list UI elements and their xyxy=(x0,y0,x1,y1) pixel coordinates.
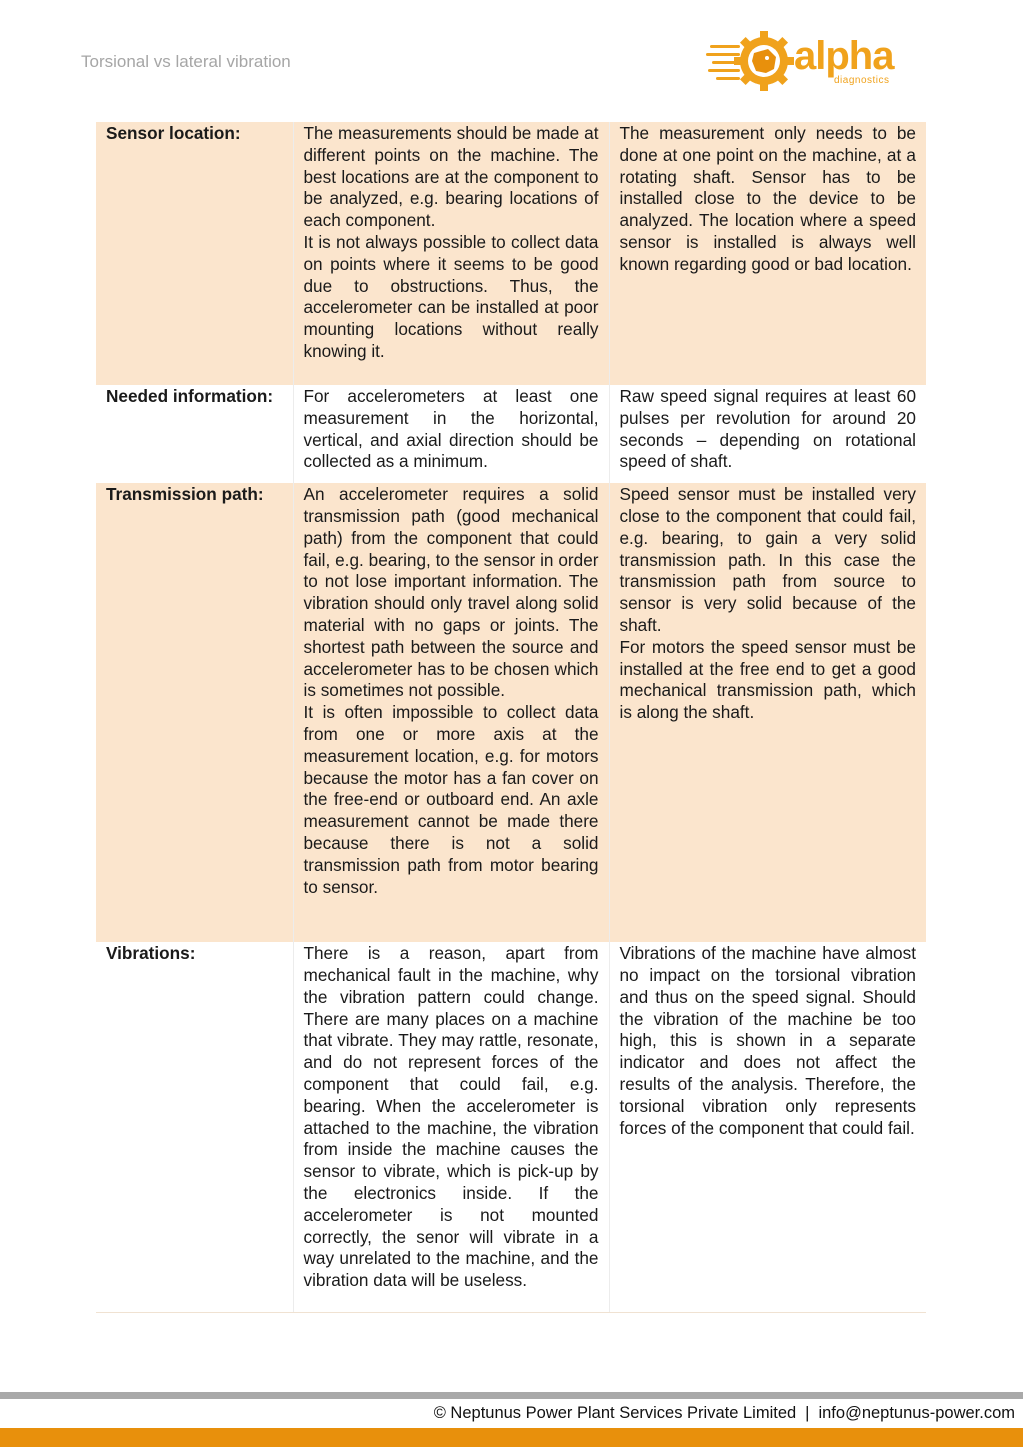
footer-company: © Neptunus Power Plant Services Private Limited xyxy=(433,1404,797,1422)
row-label: Needed information: xyxy=(96,385,293,483)
cell-paragraph: There is a reason, apart from mechanical fault in the machine, why the vibration pattern could change. There are many places on a machine that vibrate. They may rattle, resonate, and do not represent forces of the component that could fail, e.g. bearing. When the accelerometer is attached to the machine, the vibration from inside the machine causes the sensor to vibrate, which is pick-up by the electronics inside. If the accelerometer is not mounted correctly, the senor will vibrate in a way unrelated to the machine, and the vibration data will be useless. xyxy=(303,943,599,1291)
cell-paragraph: It is not always possible to collect data on points where it seems to be good due to obstructions. Thus, the accelerometer can be installed at poor mounting locations without really knowing it. xyxy=(303,231,599,361)
alpha-diagnostics-logo xyxy=(706,28,911,94)
document-title: Torsional vs lateral vibration xyxy=(81,52,291,71)
cell-paragraph: It is often impossible to collect data from one or more axis at the measurement location, e.g. for motors because the motor has a fan cover on the free-end or outboard end. An axle measurement cannot be made there because there is not a solid transmission path from motor bearing to sensor. xyxy=(303,702,599,897)
footer-email[interactable]: info@neptunus-power.com xyxy=(818,1404,1015,1422)
accelerometer-cell xyxy=(293,385,609,483)
footer-separator: | xyxy=(805,1404,810,1422)
footer-orange-bar xyxy=(0,1428,1023,1447)
cell-paragraph: For accelerometers at least one measurement in the horizontal, vertical, and axial direction should be collected as a minimum. xyxy=(303,386,599,472)
cell-paragraph: Raw speed signal requires at least 60 pulses per revolution for around 20 seconds – depending on rotational speed of shaft. xyxy=(619,386,916,472)
accelerometer-cell xyxy=(293,483,609,942)
cell-paragraph: For motors the speed sensor must be installed at the free end to get a good mechanical transmission path, which is along the shaft. xyxy=(619,636,916,723)
row-label: Sensor location: xyxy=(96,122,293,385)
speed-sensor-cell xyxy=(609,122,926,385)
table-row xyxy=(96,385,926,483)
cell-paragraph: The measurement only needs to be done at one point on the machine, at a rotating shaft. Sensor has to be installed close to the device to be analyzed. The location where a speed sensor is installed is always well known regarding good or bad location. xyxy=(619,123,916,274)
speed-sensor-cell xyxy=(609,483,926,942)
row-label: Vibrations: xyxy=(96,942,293,1313)
accelerometer-cell xyxy=(293,122,609,385)
table-row xyxy=(96,483,926,942)
cell-paragraph: Vibrations of the machine have almost no impact on the torsional vibration and thus on the speed signal. Should the vibration of the machine be too high, this is shown in a separate indicator and does not affect the results of the analysis. Therefore, the torsional vibration only represents forces of the component that could fail. xyxy=(619,943,916,1138)
footer-text xyxy=(434,1404,1015,1423)
cell-paragraph: The measurements should be made at different points on the machine. The best locations are at the component to be analyzed, e.g. bearing locations of each component. xyxy=(303,123,599,231)
footer-gray-bar xyxy=(0,1392,1023,1399)
table-row xyxy=(96,122,926,385)
logo-wordmark: alpha xyxy=(794,34,894,78)
speed-sensor-cell xyxy=(609,942,926,1313)
table-row xyxy=(96,942,926,1313)
row-label: Transmission path: xyxy=(96,483,293,942)
speed-sensor-cell xyxy=(609,385,926,483)
cell-paragraph: An accelerometer requires a solid transmission path (good mechanical path) from the component that could fail, e.g. bearing, to the sensor in order to not lose important information. The vibration should only travel along solid material with no gaps or joints. The shortest path between the source and accelerometer has to be chosen which is sometimes not possible. xyxy=(303,484,599,701)
accelerometer-cell xyxy=(293,942,609,1313)
comparison-table xyxy=(96,122,926,1313)
logo-subtext: diagnostics xyxy=(834,75,890,86)
cell-paragraph: Speed sensor must be installed very close to the component that could fail, e.g. bearing, to gain a very solid transmission path. In this case the transmission path from source to sensor is very solid because of the shaft. xyxy=(619,484,916,635)
